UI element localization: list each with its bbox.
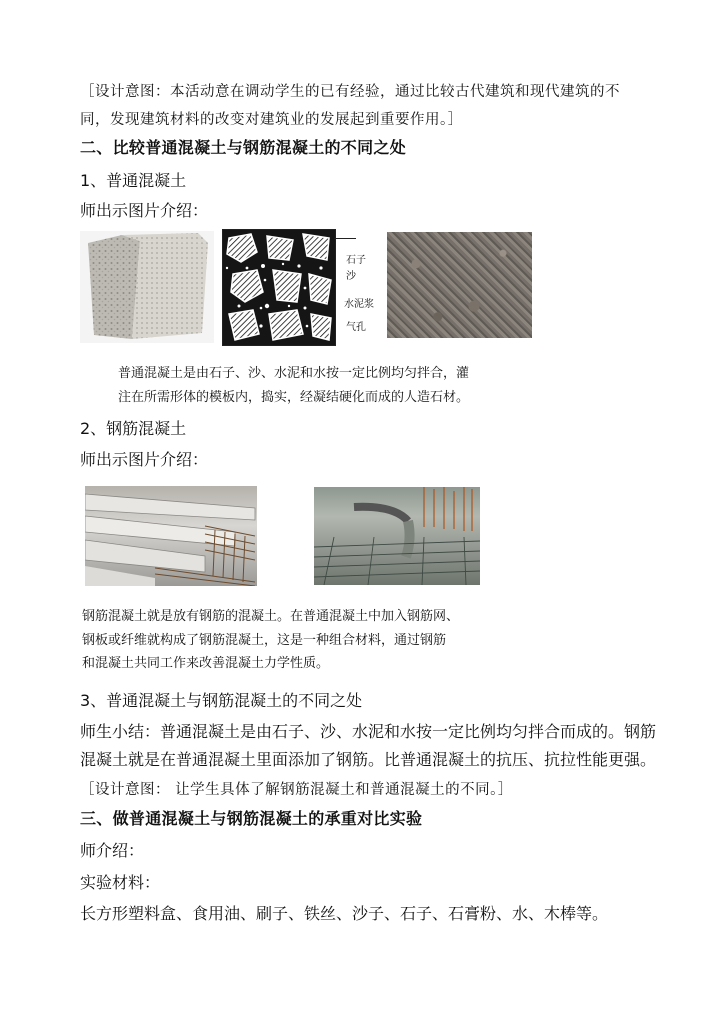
image-caption: 钢板或纤维就构成了钢筋混凝土，这是一种组合材料，通过钢筋: [82, 633, 447, 648]
paragraph: 混凝土就是在普通混凝土里面添加了钢筋。比普通混凝土的抗压、抗拉性能更强。: [80, 750, 657, 769]
design-intent-line: 同，发现建筑材料的改变对建筑业的发展起到重要作用。］: [80, 112, 463, 128]
paragraph: 师生小结：普通混凝土是由石子、沙、水泥和水按一定比例均匀拌合而成的。钢筋: [80, 722, 657, 741]
subheading: 3、普通混凝土与钢筋混凝土的不同之处: [80, 691, 363, 710]
concrete-pouring-photo: [314, 487, 480, 585]
paragraph: 师介绍：: [80, 841, 145, 860]
diagram-label: 水泥浆: [344, 299, 374, 310]
image-caption: 钢筋混凝土就是放有钢筋的混凝土。在普通混凝土中加入钢筋网、: [82, 609, 460, 624]
image-caption: 普通混凝土是由石子、沙、水泥和水按一定比例均匀拌合，灌: [118, 366, 470, 381]
image-caption: 注在所需形体的模板内，捣实，经凝结硬化而成的人造石材。: [118, 390, 470, 405]
diagram-label: 石子: [346, 255, 366, 266]
diagram-label: 沙: [346, 271, 356, 282]
diagram-label: 气孔: [346, 322, 366, 333]
design-intent-line: ［设计意图： 让学生具体了解钢筋混凝土和普通混凝土的不同。］: [80, 782, 513, 798]
concrete-surface-photo: [387, 232, 532, 338]
design-intent-line: ［设计意图：本活动意在调动学生的已有经验，通过比较古代建筑和现代建筑的不: [80, 84, 620, 100]
concrete-block-photo: [80, 231, 214, 343]
paragraph: 实验材料：: [80, 873, 161, 892]
reinforced-beams-photo: [85, 486, 257, 586]
section-heading: 二、比较普通混凝土与钢筋混凝土的不同之处: [80, 138, 407, 157]
concrete-structure-diagram: [222, 229, 336, 346]
materials-list: 长方形塑料盒、食用油、刷子、铁丝、沙子、石子、石膏粉、水、木棒等。: [80, 904, 609, 923]
image-caption: 和混凝土共同工作来改善混凝土力学性质。: [82, 656, 330, 671]
section-heading: 三、做普通混凝土与钢筋混凝土的承重对比实验: [80, 809, 423, 828]
subheading: 1、普通混凝土: [80, 171, 187, 190]
label-leader-line: [334, 238, 356, 239]
subheading: 2、钢筋混凝土: [80, 419, 187, 438]
paragraph: 师出示图片介绍：: [80, 450, 209, 469]
paragraph: 师出示图片介绍：: [80, 201, 209, 220]
